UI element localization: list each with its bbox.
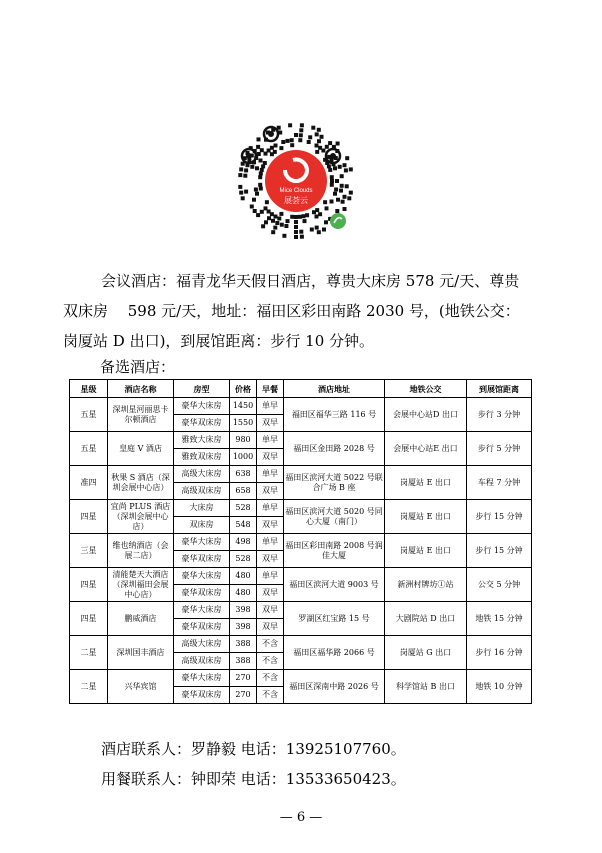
- hotel-star-cell: 准四: [70, 466, 108, 500]
- price-cell: 388: [230, 653, 257, 670]
- brand-name-en: Mice Clouds: [279, 188, 313, 194]
- distance-cell: 地铁 10 分钟: [467, 670, 532, 704]
- table-row: [70, 602, 532, 619]
- mini-program-icon: [330, 213, 346, 229]
- price-cell: 1000: [230, 449, 257, 466]
- distance-cell: 步行 16 分钟: [467, 636, 532, 670]
- distance-cell: 步行 5 分钟: [467, 432, 532, 466]
- room-type-cell: 豪华大床房: [174, 568, 230, 585]
- breakfast-cell: 不含: [257, 636, 284, 653]
- breakfast-cell: 不含: [257, 687, 284, 704]
- price-cell: 528: [230, 551, 257, 568]
- hotel-address-cell: 福田区滨河大道 5020 号同心大厦（南门）: [284, 500, 385, 534]
- price-cell: 498: [230, 534, 257, 551]
- table-row: [70, 568, 532, 585]
- room-type-cell: 雅致大床房: [174, 432, 230, 449]
- breakfast-cell: 不含: [257, 653, 284, 670]
- page-number: — 6 —: [279, 810, 323, 825]
- breakfast-cell: 双早: [257, 517, 284, 534]
- hotel-address-cell: 福田区滨河大道 9003 号: [284, 568, 385, 602]
- breakfast-cell: 双早: [257, 585, 284, 602]
- table-row: [70, 534, 532, 551]
- hotel-name-cell: 兴华宾馆: [108, 670, 174, 704]
- column-header: 早餐: [257, 380, 284, 398]
- hotel-name-cell: 清能楚天大酒店（深圳福田会展中心店）: [108, 568, 174, 602]
- price-cell: 638: [230, 466, 257, 483]
- price-cell: 1550: [230, 415, 257, 432]
- hotel-star-cell: 四星: [70, 500, 108, 534]
- column-header: 房型: [174, 380, 230, 398]
- price-cell: 398: [230, 602, 257, 619]
- price-cell: 1450: [230, 398, 257, 415]
- table-row: [70, 398, 532, 415]
- column-header: 酒店地址: [284, 380, 385, 398]
- hotel-star-cell: 二星: [70, 636, 108, 670]
- hotel-contact: 酒店联系人：罗静毅 电话：13925107760。: [101, 740, 406, 758]
- hotel-star-cell: 三星: [70, 534, 108, 568]
- price-cell: 398: [230, 619, 257, 636]
- price-cell: 528: [230, 500, 257, 517]
- hotel-address-cell: 福田区彩田南路 2008 号润佳大厦: [284, 534, 385, 568]
- distance-cell: 步行 15 分钟: [467, 500, 532, 534]
- transit-cell: 会展中心站E 出口: [385, 432, 467, 466]
- breakfast-cell: 单早: [257, 432, 284, 449]
- table-row: [70, 500, 532, 517]
- breakfast-cell: 单早: [257, 500, 284, 517]
- price-cell: 980: [230, 432, 257, 449]
- table-header-row: [70, 380, 532, 398]
- table-row: [70, 636, 532, 653]
- transit-cell: 新洲村牌坊①站: [385, 568, 467, 602]
- table-row: [70, 466, 532, 483]
- breakfast-cell: 双早: [257, 483, 284, 500]
- distance-cell: 车程 7 分钟: [467, 466, 532, 500]
- column-header: 价格: [230, 380, 257, 398]
- room-type-cell: 豪华双床房: [174, 619, 230, 636]
- column-header: 酒店名称: [108, 380, 174, 398]
- hotel-star-cell: 二星: [70, 670, 108, 704]
- intro-line-3: 岗厦站 D 出口)，到展馆距离：步行 10 分钟。: [63, 332, 375, 350]
- mini-program-qr-code: [235, 120, 357, 242]
- breakfast-cell: 双早: [257, 602, 284, 619]
- table-row: [70, 432, 532, 449]
- hotel-address-cell: 福田区福华路 2066 号: [284, 636, 385, 670]
- breakfast-cell: 双早: [257, 415, 284, 432]
- room-type-cell: 豪华大床房: [174, 398, 230, 415]
- room-type-cell: 豪华双床房: [174, 415, 230, 432]
- room-type-cell: 豪华双床房: [174, 687, 230, 704]
- venue-hotel-paragraph: [63, 266, 543, 356]
- price-cell: 388: [230, 636, 257, 653]
- room-type-cell: 豪华双床房: [174, 585, 230, 602]
- hotel-name-cell: 秋果 S 酒店（深圳会展中心店）: [108, 466, 174, 500]
- transit-cell: 科学馆站 B 出口: [385, 670, 467, 704]
- hotel-address-cell: 福田区深南中路 2026 号: [284, 670, 385, 704]
- hotel-name-cell: 宜尚 PLUS 酒店（深圳会展中心店）: [108, 500, 174, 534]
- hotel-name-cell: 鹏威酒店: [108, 602, 174, 636]
- transit-cell: 会展中心站D 出口: [385, 398, 467, 432]
- hotel-address-cell: 罗湖区红宝路 15 号: [284, 602, 385, 636]
- transit-cell: 岗厦站 G 出口: [385, 636, 467, 670]
- room-type-cell: 豪华大床房: [174, 670, 230, 687]
- breakfast-cell: 不含: [257, 670, 284, 687]
- intro-line-2: 双床房 598 元/天，地址：福田区彩田南路 2030 号，(地铁公交：: [63, 302, 520, 320]
- hotel-address-cell: 福田区滨河大道 5022 号联合广场 B 座: [284, 466, 385, 500]
- breakfast-cell: 单早: [257, 568, 284, 585]
- room-type-cell: 高级双床房: [174, 653, 230, 670]
- transit-cell: 岗厦站 E 出口: [385, 466, 467, 500]
- price-cell: 658: [230, 483, 257, 500]
- room-type-cell: 高级大床房: [174, 466, 230, 483]
- room-type-cell: 豪华大床房: [174, 602, 230, 619]
- room-type-cell: 高级双床房: [174, 483, 230, 500]
- distance-cell: 公交 5 分钟: [467, 568, 532, 602]
- brand-name-cn: 展荟云: [284, 196, 308, 205]
- alternative-hotels-title: 备选酒店：: [100, 358, 176, 376]
- room-type-cell: 高级大床房: [174, 636, 230, 653]
- price-cell: 480: [230, 585, 257, 602]
- hotel-address-cell: 福田区金田路 2028 号: [284, 432, 385, 466]
- room-type-cell: 双床房: [174, 517, 230, 534]
- hotel-name-cell: 深圳国丰酒店: [108, 636, 174, 670]
- hotel-star-cell: 四星: [70, 568, 108, 602]
- room-type-cell: 大床房: [174, 500, 230, 517]
- breakfast-cell: 双早: [257, 619, 284, 636]
- price-cell: 480: [230, 568, 257, 585]
- breakfast-cell: 双早: [257, 551, 284, 568]
- hotel-star-cell: 四星: [70, 602, 108, 636]
- hotel-star-cell: 五星: [70, 432, 108, 466]
- transit-cell: 岗厦站 E 出口: [385, 500, 467, 534]
- breakfast-cell: 单早: [257, 398, 284, 415]
- transit-cell: 大剧院站 D 出口: [385, 602, 467, 636]
- price-cell: 270: [230, 670, 257, 687]
- hotel-name-cell: 维也纳酒店（会展二店）: [108, 534, 174, 568]
- column-header: 星级: [70, 380, 108, 398]
- hotel-star-cell: 五星: [70, 398, 108, 432]
- column-header: 到展馆距离: [467, 380, 532, 398]
- alternative-hotels-table: [69, 379, 532, 704]
- breakfast-cell: 单早: [257, 466, 284, 483]
- price-cell: 548: [230, 517, 257, 534]
- distance-cell: 步行 15 分钟: [467, 534, 532, 568]
- room-type-cell: 豪华双床房: [174, 551, 230, 568]
- transit-cell: 岗厦站 E 出口: [385, 534, 467, 568]
- column-header: 地铁公交: [385, 380, 467, 398]
- breakfast-cell: 双早: [257, 449, 284, 466]
- hotel-name-cell: 深圳星河丽思卡尔顿酒店: [108, 398, 174, 432]
- dining-contact: 用餐联系人：钟即荣 电话：13533650423。: [101, 770, 406, 788]
- intro-line-1: 会议酒店：福青龙华天假日酒店，尊贵大床房 578 元/天、尊贵: [101, 272, 520, 290]
- breakfast-cell: 单早: [257, 534, 284, 551]
- distance-cell: 步行 3 分钟: [467, 398, 532, 432]
- table-row: [70, 670, 532, 687]
- hotel-name-cell: 皇庭 V 酒店: [108, 432, 174, 466]
- price-cell: 270: [230, 687, 257, 704]
- distance-cell: 地铁 15 分钟: [467, 602, 532, 636]
- room-type-cell: 雅致双床房: [174, 449, 230, 466]
- room-type-cell: 豪华大床房: [174, 534, 230, 551]
- hotel-address-cell: 福田区福华三路 116 号: [284, 398, 385, 432]
